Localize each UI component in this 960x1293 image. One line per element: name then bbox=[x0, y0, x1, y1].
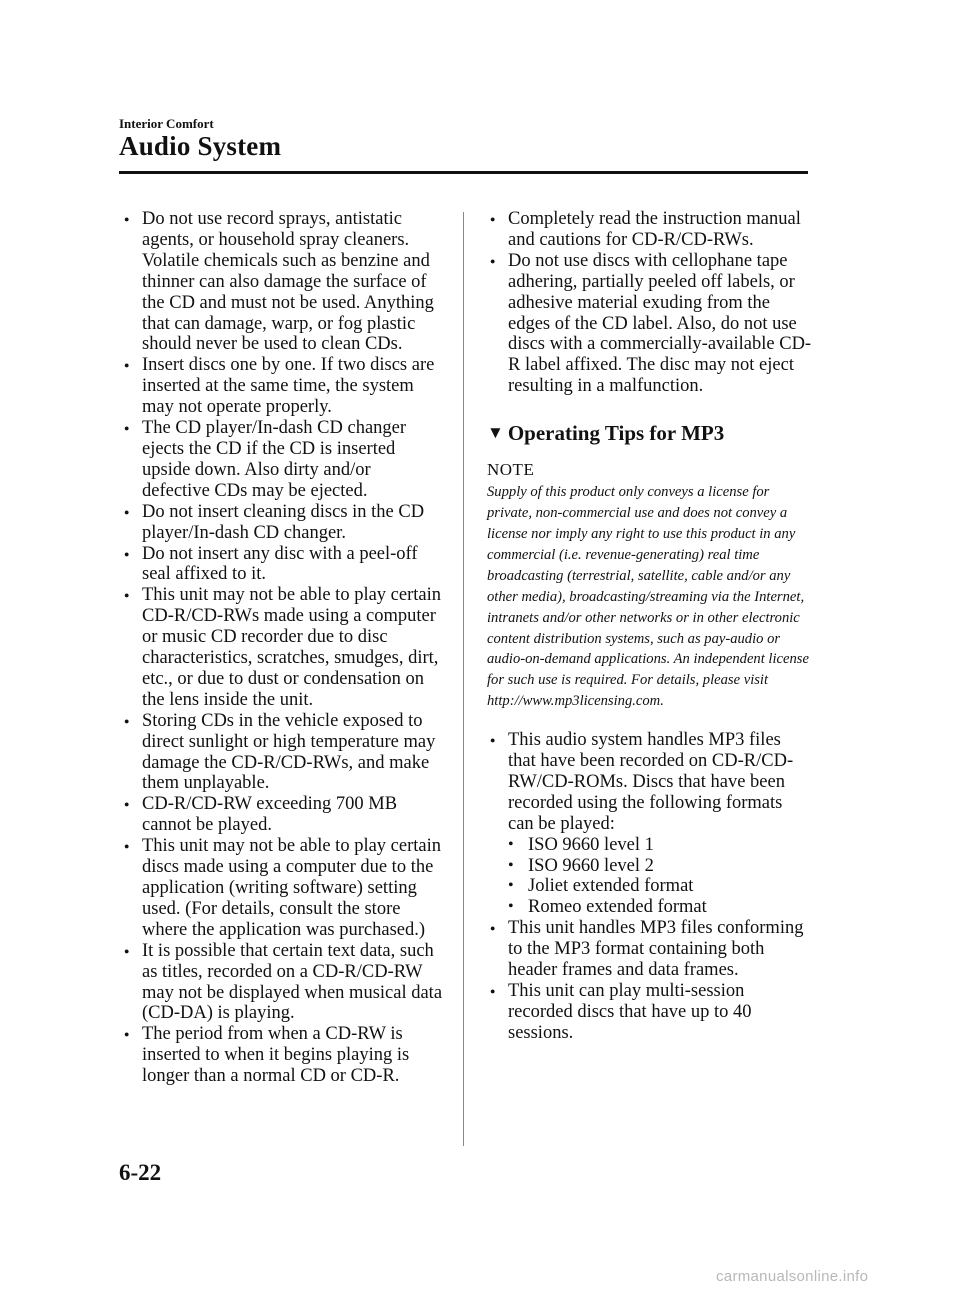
right-top-bullet-list bbox=[487, 209, 812, 397]
list-item: ● Do not insert cleaning discs in the CD player/In-dash CD changer. bbox=[121, 502, 443, 544]
mp3-subheading bbox=[487, 420, 812, 446]
section-label: Interior Comfort bbox=[119, 116, 214, 131]
right-column bbox=[487, 209, 812, 1044]
list-item: ● Do not use record sprays, antistatic agents, or household spray cleaners. Volatile chemicals such as benzine and thinner can also damage the surface of the CD and must not be used. Anything that can damage, warp, or fog plastic should never be used to clean CDs. bbox=[121, 209, 443, 355]
note-body: Supply of this product only conveys a license for private, non-commercial use and does not convey a license nor imply any right to use this product in any commercial (i.e. revenue-generating) real time broadcasting (terrestrial, satellite, cable and/or any other media), broadcasting/streaming via the Internet, intranets and/or other networks or in other electronic content distribution systems, such as pay-audio or audio-on-demand applications. An independent license for such use is required. For details, please visit http://www.mp3licensing.com. bbox=[487, 484, 809, 710]
header-rule bbox=[119, 171, 808, 174]
page-number: 6-22 bbox=[119, 1160, 162, 1185]
subheading-text: Operating Tips for MP3 bbox=[507, 421, 725, 446]
page-title: Audio System bbox=[119, 131, 282, 161]
list-item: ● Insert discs one by one. If two discs are inserted at the same time, the system may not operate properly. bbox=[121, 355, 443, 418]
list-item: ● It is possible that certain text data, such as titles, recorded on a CD-R/CD-RW may not be displayed when musical data (CD-DA) is playing. bbox=[121, 941, 443, 1025]
watermark[interactable]: carmanualsonline.info bbox=[716, 1268, 869, 1285]
list-item-text: This audio system handles MP3 files that have been recorded on CD-R/CD-RW/CD-ROMs. Discs that have been recorded using the following formats can be played: bbox=[508, 730, 794, 834]
format-item: • ISO 9660 level 1 bbox=[508, 835, 812, 856]
triangle-down-icon: ▼ bbox=[487, 423, 504, 443]
format-item: • Joliet extended format bbox=[508, 876, 812, 897]
list-item: ● CD-R/CD-RW exceeding 700 MB cannot be played. bbox=[121, 794, 443, 836]
list-item: ● The CD player/In-dash CD changer ejects the CD if the CD is inserted upside down. Also dirty and/or defective CDs may be ejected. bbox=[121, 418, 443, 502]
list-item: ● This unit may not be able to play certain CD-R/CD-RWs made using a computer or music CD recorder due to disc characteristics, scratches, smudges, dirt, etc., or due to dust or condensation on the lens inside the unit. bbox=[121, 585, 443, 710]
list-item: ● Storing CDs in the vehicle exposed to direct sunlight or high temperature may damage the CD-R/CD-RWs, and make them unplayable. bbox=[121, 711, 443, 795]
list-item: ● This unit may not be able to play certain discs made using a computer due to the application (writing software) setting used. (For details, consult the store where the application was purchased.) bbox=[121, 836, 443, 941]
note-label: NOTE bbox=[487, 460, 535, 480]
left-bullet-list bbox=[121, 209, 443, 1087]
list-item: ● The period from when a CD-RW is inserted to when it begins playing is longer than a normal CD or CD-R. bbox=[121, 1024, 443, 1087]
list-item: ● Completely read the instruction manual and cautions for CD-R/CD-RWs. bbox=[487, 209, 812, 251]
left-column bbox=[121, 209, 443, 1087]
list-item: ● This unit can play multi-session recorded discs that have up to 40 sessions. bbox=[487, 981, 812, 1044]
format-item: • Romeo extended format bbox=[508, 897, 812, 918]
spacer bbox=[487, 712, 812, 730]
format-list bbox=[508, 835, 812, 919]
format-item: • ISO 9660 level 2 bbox=[508, 856, 812, 877]
list-item: ● Do not use discs with cellophane tape adhering, partially peeled off labels, or adhesive material exuding from the edges of the CD label. Also, do not use discs with a commercially-available CD-R label affixed. The disc may not eject resulting in a malfunction. bbox=[487, 251, 812, 397]
list-item: ● Do not insert any disc with a peel-off seal affixed to it. bbox=[121, 544, 443, 586]
column-divider bbox=[463, 212, 464, 1146]
list-item bbox=[487, 730, 812, 918]
mp3-bullet-list bbox=[487, 730, 812, 1044]
list-item: ● This unit handles MP3 files conforming to the MP3 format containing both header frames and data frames. bbox=[487, 918, 812, 981]
